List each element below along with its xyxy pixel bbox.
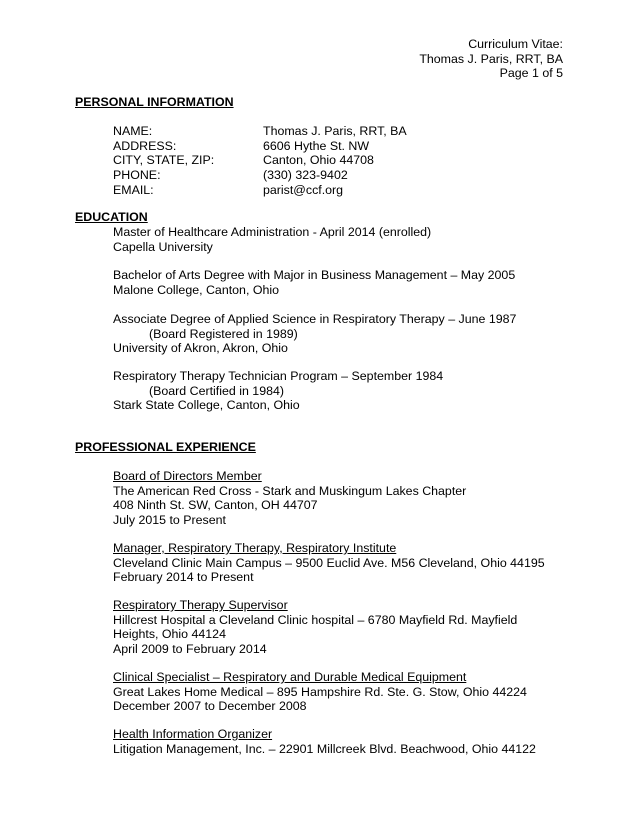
education-degree: Respiratory Therapy Technician Program – September 1984 [113, 369, 444, 383]
job-title: Respiratory Therapy Supervisor [113, 598, 288, 612]
header-name: Thomas J. Paris, RRT, BA [419, 51, 563, 66]
education-note: (Board Registered in 1989) [149, 326, 298, 341]
personal-label: ADDRESS: [113, 138, 177, 153]
job-dates: July 2015 to Present [113, 513, 226, 528]
job-dates: April 2009 to February 2014 [113, 642, 267, 657]
education-degree: Associate Degree of Applied Science in Respiratory Therapy – June 1987 [113, 312, 517, 326]
education-school: Capella University [113, 239, 213, 254]
personal-label: PHONE: [113, 168, 161, 183]
personal-label: CITY, STATE, ZIP: [113, 153, 215, 168]
header-page-number: Page 1 of 5 [499, 66, 563, 81]
education-school: Malone College, Canton, Ohio [113, 282, 279, 297]
personal-information-heading: PERSONAL INFORMATION [75, 95, 234, 109]
personal-row-email [113, 183, 407, 198]
experience-entry [113, 598, 563, 657]
personal-label: NAME: [113, 124, 153, 138]
header-title: Curriculum Vitae: [468, 37, 563, 51]
job-title: Health Information Organizer [113, 727, 273, 741]
education-entry [113, 312, 563, 356]
experience-entry [113, 541, 563, 585]
education-entry [113, 369, 563, 413]
personal-label: EMAIL: [113, 182, 154, 197]
education-school: Stark State College, Canton, Ohio [113, 398, 300, 413]
job-title: Board of Directors Member [113, 469, 262, 483]
job-detail: Great Lakes Home Medical – 895 Hampshire Rd. Ste. G. Stow, Ohio 44224 [113, 684, 527, 699]
job-detail: Hillcrest Hospital a Cleveland Clinic hospital – 6780 Mayfield Rd. Mayfield [113, 612, 518, 627]
personal-row-phone [113, 168, 407, 183]
professional-experience-heading: PROFESSIONAL EXPERIENCE [75, 440, 256, 454]
education-degree: Bachelor of Arts Degree with Major in Business Management – May 2005 [113, 268, 516, 282]
experience-entry [113, 469, 563, 528]
education-note: (Board Certified in 1984) [149, 383, 284, 398]
personal-value: Canton, Ohio 44708 [263, 153, 374, 168]
job-detail: Litigation Management, Inc. – 22901 Millcreek Blvd. Beachwood, Ohio 44122 [113, 741, 536, 756]
education-heading: EDUCATION [75, 210, 148, 224]
personal-information-table [113, 124, 407, 198]
job-dates: December 2007 to December 2008 [113, 699, 307, 714]
job-detail: Cleveland Clinic Main Campus – 9500 Euclid Ave. M56 Cleveland, Ohio 44195 [113, 555, 545, 570]
document-header [419, 37, 563, 81]
personal-row-address [113, 139, 407, 154]
education-entry [113, 225, 563, 254]
personal-value: 6606 Hythe St. NW [263, 138, 370, 153]
job-detail: Heights, Ohio 44124 [113, 627, 226, 642]
experience-entry [113, 670, 563, 714]
job-dates: February 2014 to Present [113, 570, 254, 585]
experience-entry [113, 727, 563, 756]
job-detail: 408 Ninth St. SW, Canton, OH 44707 [113, 498, 318, 513]
education-school: University of Akron, Akron, Ohio [113, 341, 288, 356]
job-detail: The American Red Cross - Stark and Muskingum Lakes Chapter [113, 483, 467, 498]
personal-row-city [113, 153, 407, 168]
personal-value: (330) 323-9402 [263, 168, 348, 183]
job-title: Clinical Specialist – Respiratory and Durable Medical Equipment [113, 670, 467, 684]
personal-value: Thomas J. Paris, RRT, BA [263, 124, 407, 138]
personal-row-name [113, 124, 407, 139]
job-title: Manager, Respiratory Therapy, Respiratory Institute [113, 541, 397, 555]
personal-value: parist@ccf.org [263, 182, 344, 197]
education-entry [113, 268, 563, 297]
education-degree: Master of Healthcare Administration - April 2014 (enrolled) [113, 225, 432, 239]
